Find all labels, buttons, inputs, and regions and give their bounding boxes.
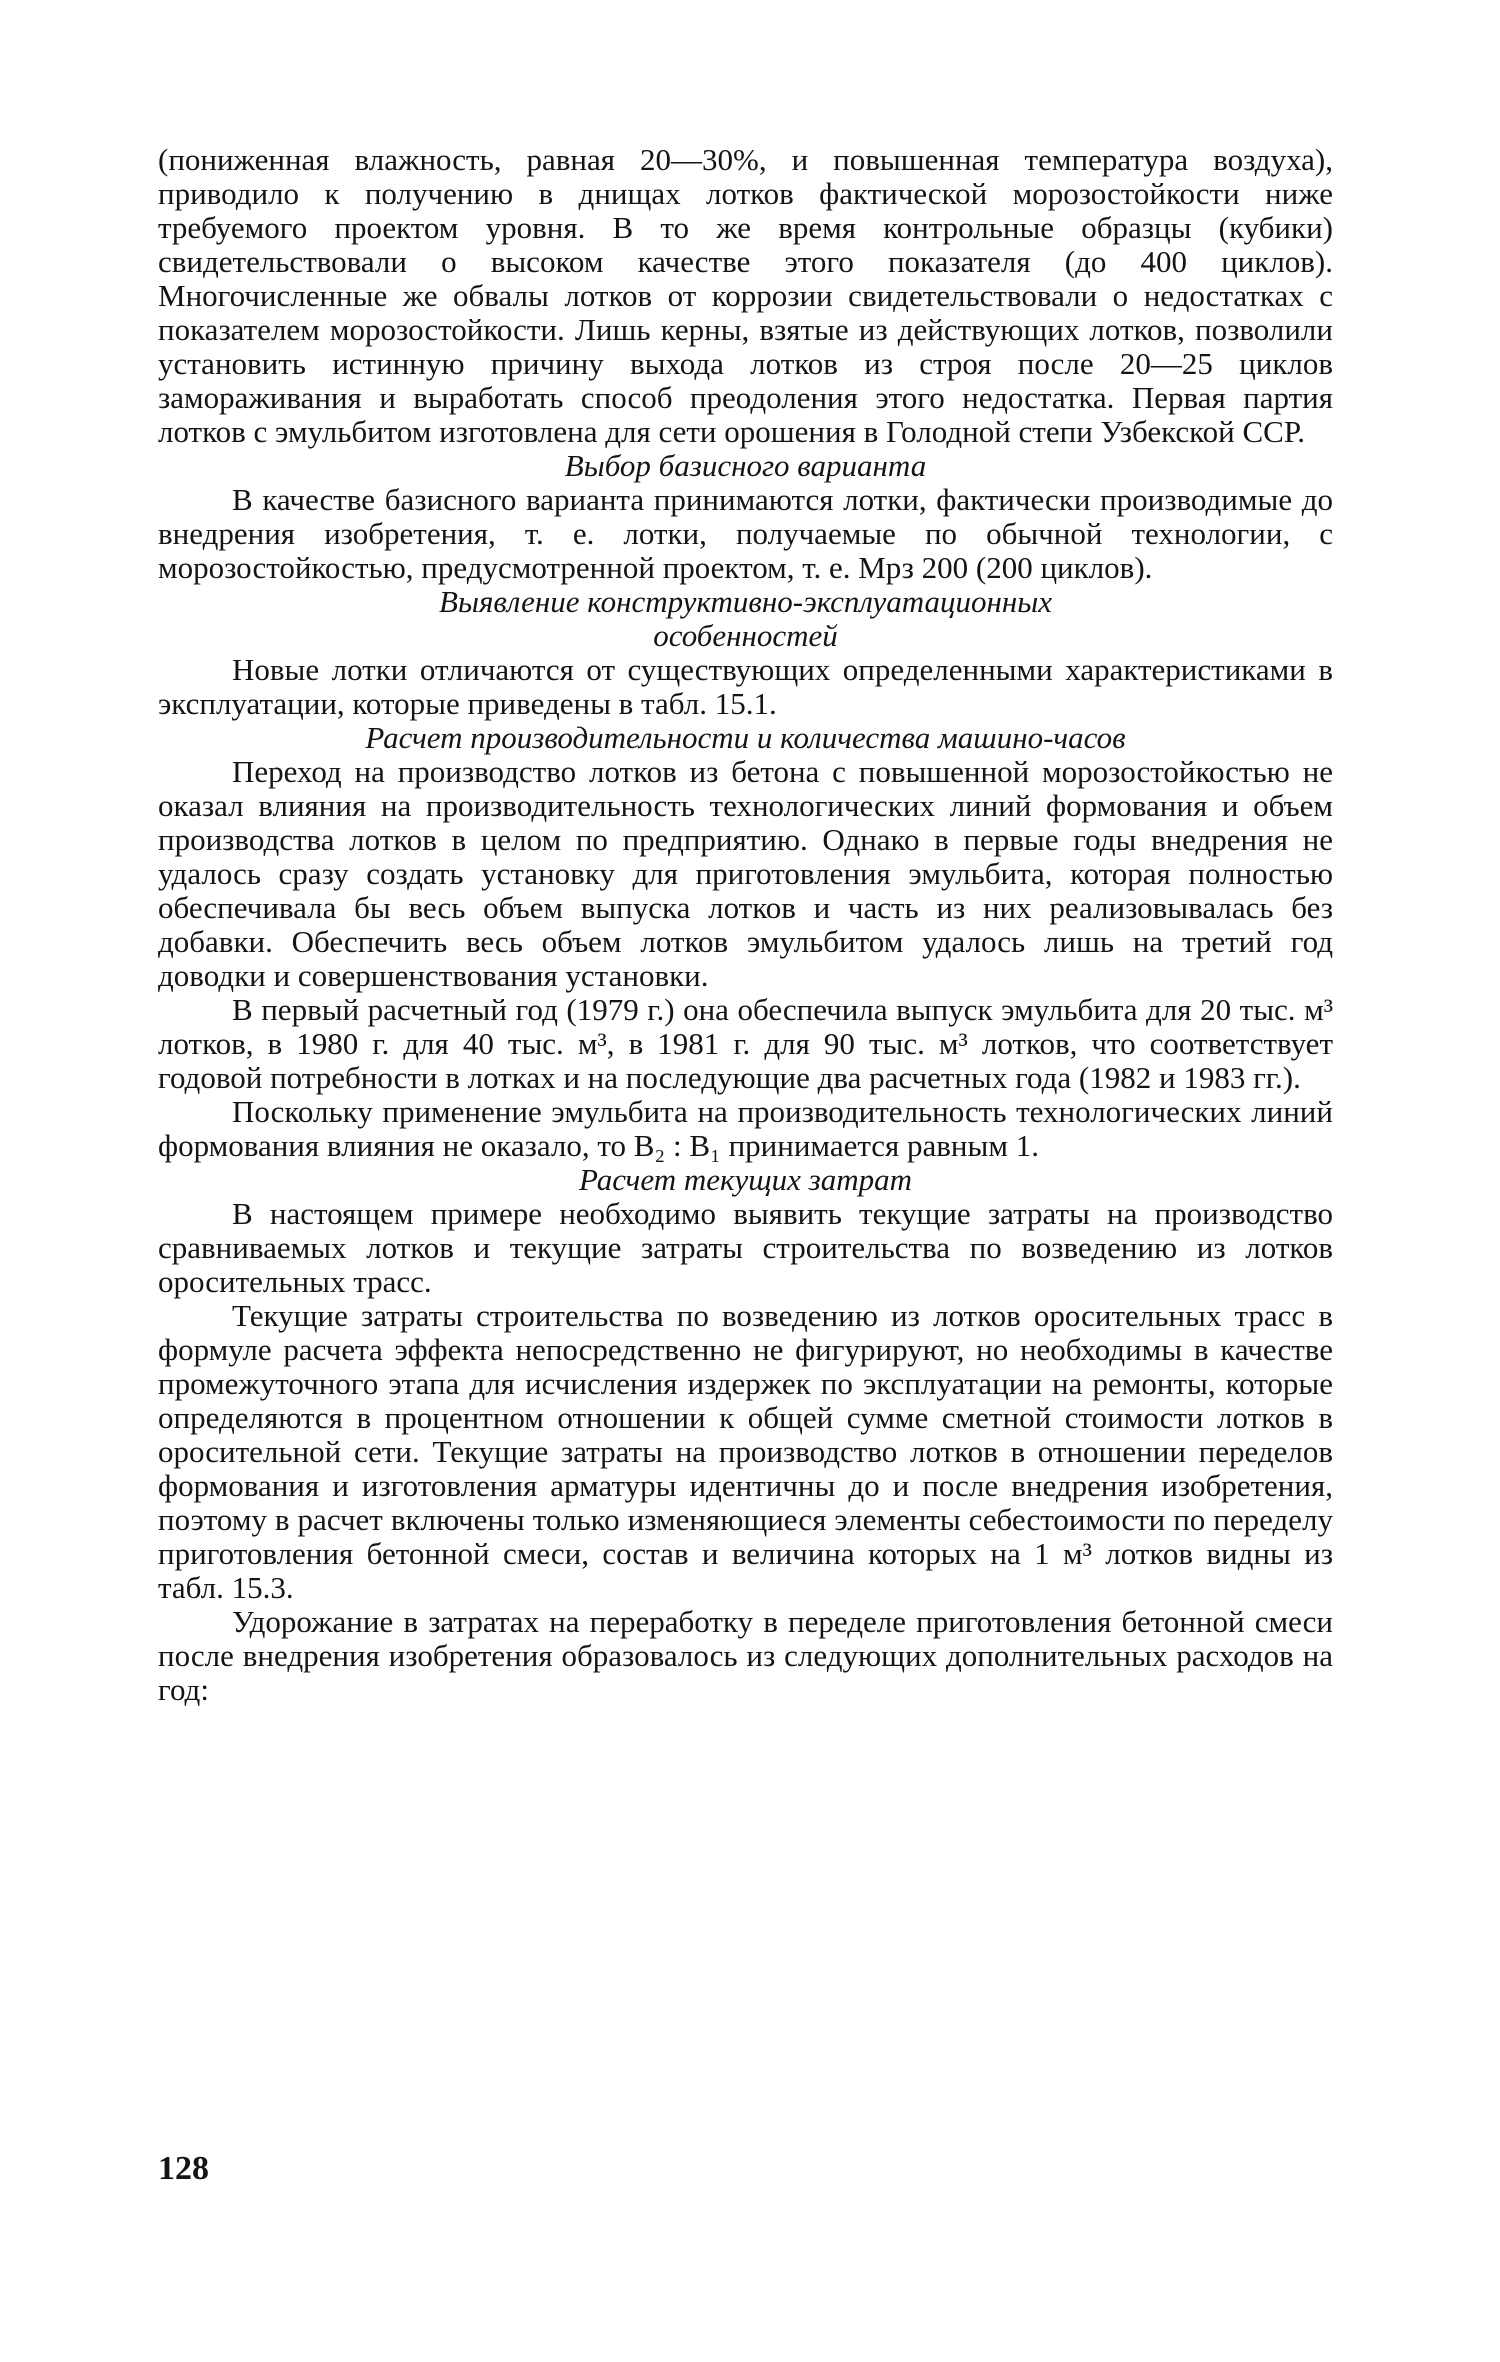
paragraph: Поскольку применение эмульбита на производительность технологических линий формования влияния не оказало, то B₂ : B₁ принимается равным 1. (158, 1094, 1333, 1163)
page-body (158, 143, 1333, 1707)
paragraph: Переход на производство лотков из бетона с повышенной морозостойкостью не оказал влияния на производительность технологических линий формования и объем производства лотков в целом по предприятию. Однако в первые годы внедрения не удалось сразу создать установку для приготовления эмульбита, которая полностью обеспечивала бы весь объем выпуска лотков и часть из них реализовывалась без добавки. Обеспечить весь объем лотков эмульбитом удалось лишь на третий год доводки и совершенствования установки. (158, 754, 1333, 993)
paragraph: Новые лотки отличаются от существующих определенными характеристиками в эксплуатации, которые приведены в табл. 15.1. (158, 652, 1333, 721)
section-heading: Расчет текущих затрат (578, 1162, 913, 1197)
paragraph: В первый расчетный год (1979 г.) она обеспечила выпуск эмульбита для 20 тыс. м³ лотков, в 1980 г. для 40 тыс. м³, в 1981 г. для 90 тыс. м³ лотков, что соответствует годовой потребности в лотках и на последующие два расчетных года (1982 и 1983 гг.). (158, 992, 1333, 1095)
paragraph: Текущие затраты строительства по возведению из лотков оросительных трасс в формуле расчета эффекта непосредственно не фигурируют, но необходимы в качестве промежуточного этапа для исчисления издержек по эксплуатации на ремонты, которые определяются в процентном отношении к общей сумме сметной стоимости лотков в оросительной сети. Текущие затраты на производство лотков в отношении переделов формования и изготовления арматуры идентичны до и после внедрения изобретения, поэтому в расчет включены только изменяющиеся элементы себестоимости по переделу приготовления бетонной смеси, состав и величина которых на 1 м³ лотков видны из табл. 15.3. (158, 1298, 1333, 1605)
paragraph: Удорожание в затратах на переработку в переделе приготовления бетонной смеси после внедрения изобретения образовалось из следующих дополнительных расходов на год: (158, 1604, 1333, 1707)
section-heading: Выбор базисного варианта (564, 448, 927, 483)
page-number: 128 (158, 2150, 209, 2187)
section-heading: Выявление конструктивно-эксплуатационных особенностей (439, 584, 1052, 653)
paragraph: В качестве базисного варианта принимаются лотки, фактически производимые до внедрения изобретения, т. е. лотки, получаемые по обычной технологии, с морозостойкостью, предусмотренной проектом, т. е. Мрз 200 (200 циклов). (158, 482, 1333, 585)
section-heading: Расчет производительности и количества машино-часов (365, 720, 1126, 755)
paragraph: (пониженная влажность, равная 20—30%, и повышенная температура воздуха), приводило к получению в днищах лотков фактической морозостойкости ниже требуемого проектом уровня. В то же время контрольные образцы (кубики) свидетельствовали о высоком качестве этого показателя (до 400 циклов). Многочисленные же обвалы лотков от коррозии свидетельствовали о недостатках с показателем морозостойкости. Лишь керны, взятые из действующих лотков, позволили установить истинную причину выхода лотков из строя после 20—25 циклов замораживания и выработать способ преодоления этого недостатка. Первая партия лотков с эмульбитом изготовлена для сети орошения в Голодной степи Узбекской ССР. (158, 142, 1333, 449)
paragraph: В настоящем примере необходимо выявить текущие затраты на производство сравниваемых лотков и текущие затраты строительства по возведению из лотков оросительных трасс. (158, 1196, 1333, 1299)
